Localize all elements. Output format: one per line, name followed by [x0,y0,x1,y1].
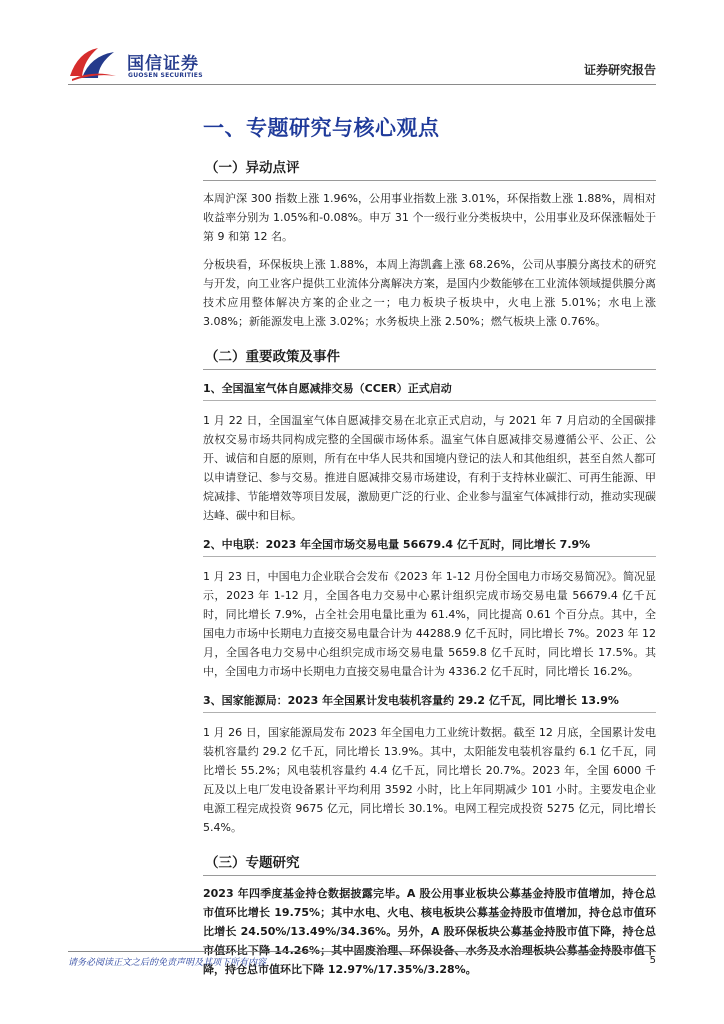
guosen-logo-icon [68,46,118,82]
news-item-title: 1、全国温室气体自愿减排交易（CCER）正式启动 [203,378,656,401]
news-item-text: 1 月 22 日，全国温室气体自愿减排交易在北京正式启动，与 2021 年 7 月启动的全国碳排放权交易市场共同构成完整的全国碳市场体系。温室气体自愿减排交易遵循公平、公正、公开、诚信和自愿的原则，所有在中华人民共和国境内登记的法人和其他组织，甚至自然人都可以申请登记、参与交易。推进自愿减排交易市场建设，有利于支持林业碳汇、可再生能源、甲烷减排、节能增效等项目发展，激励更广泛的行业、企业参与温室气体减排行动，推动实现碳达峰、碳中和目标。 [203,414,656,522]
news-item-text: 1 月 26 日，国家能源局发布 2023 年全国电力工业统计数据。截至 12 月底，全国累计发电装机容量约 29.2 亿千瓦，同比增长 13.9%。其中，太阳能发电装机容量约 6.1 亿千瓦，同比增长 55.2%；风电装机容量约 4.4 亿千瓦，同比增长 20.7%。2023 年，全国 6000 千瓦及以上电厂发电设备累计平均利用 3592 小时，比上年同期减少 101 小时。主要发电企业电源工程完成投资 9675 亿元，同比增长 30.1%。电网工程完成投资 5275 亿元，同比增长 5.4%。 [203,726,656,834]
page-header [0,0,724,90]
main-content [203,112,656,988]
chapter-title: 一、专题研究与核心观点 [203,116,440,140]
disclaimer-text: 请务必阅读正文之后的免责声明及其项下所有内容 [68,958,267,968]
page-number: 5 [649,955,656,966]
brand-name-en: GUOSEN SECURITIES [128,72,203,79]
news-item-title: 3、国家能源局：2023 年全国累计发电装机容量约 29.2 亿千瓦，同比增长 13.9% [203,690,656,713]
news-item-text: 1 月 23 日，中国电力企业联合会发布《2023 年 1-12 月份全国电力市场交易简况》。简况显示，2023 年 1-12 月，全国各电力交易中心累计组织完成市场交易电量 56679.4 亿千瓦时，同比增长 7.9%，占全社会用电量比重为 61.4%，同比提高 0.61 个百分点。其中，全国电力市场中长期电力直接交易电量合计为 44288.9 亿千瓦时，同比增长 7%。2023 年 12 月，全国各电力交易中心组织完成市场交易电量 5659.8 亿千瓦时，同比增长 17.5%。其中，全国电力市场中长期电力直接交易电量合计为 4336.2 亿千瓦时，同比增长 16.2%。 [203,570,656,678]
paragraph: 2023 年四季度基金持仓数据披露完毕。A 股公用事业板块公募基金持股市值增加，持仓总市值环比增长 19.75%；其中水电、火电、核电板块公募基金持股市值增加，持仓总市值环比增长 24.50%/13.49%/34.36%。另外，A 股环保板块公募基金持股市值下降，持仓总市值环比下降 14.26%；其中固废治理、环保设备、水务及水治理板块公募基金持股市值下降，持仓总市值环比下降 12.97%/17.35%/3.28%。 [203,887,656,976]
news-item-title: 2、中电联：2023 年全国市场交易电量 56679.4 亿千瓦时，同比增长 7.9% [203,534,656,557]
section-heading-research: （三）专题研究 [203,851,656,876]
section-heading-policy: （二）重要政策及事件 [203,345,656,370]
paragraph: 本周沪深 300 指数上涨 1.96%，公用事业指数上涨 3.01%，环保指数上涨 1.88%，周相对收益率分别为 1.05%和-0.08%。申万 31 个一级行业分类板块中，公用事业及环保涨幅处于第 9 和第 12 名。 [203,192,656,243]
paragraph: 分板块看，环保板块上涨 1.88%，本周上海凯鑫上涨 68.26%，公司从事膜分离技术的研究与开发，向工业客户提供工业流体分离解决方案，是国内少数能够在工业流体领域提供膜分离技术应用整体解决方案的企业之一；电力板块子板块中，火电上涨 5.01%；水电上涨 3.08%；新能源发电上涨 3.02%；水务板块上涨 2.50%；燃气板块上涨 0.76%。 [203,258,656,328]
brand-name-cn: 国信证券 [127,54,199,74]
header-divider [68,84,656,85]
footer-divider [68,951,656,952]
report-type-label: 证券研究报告 [583,63,656,77]
section-heading-anomaly: （一）异动点评 [203,156,656,181]
